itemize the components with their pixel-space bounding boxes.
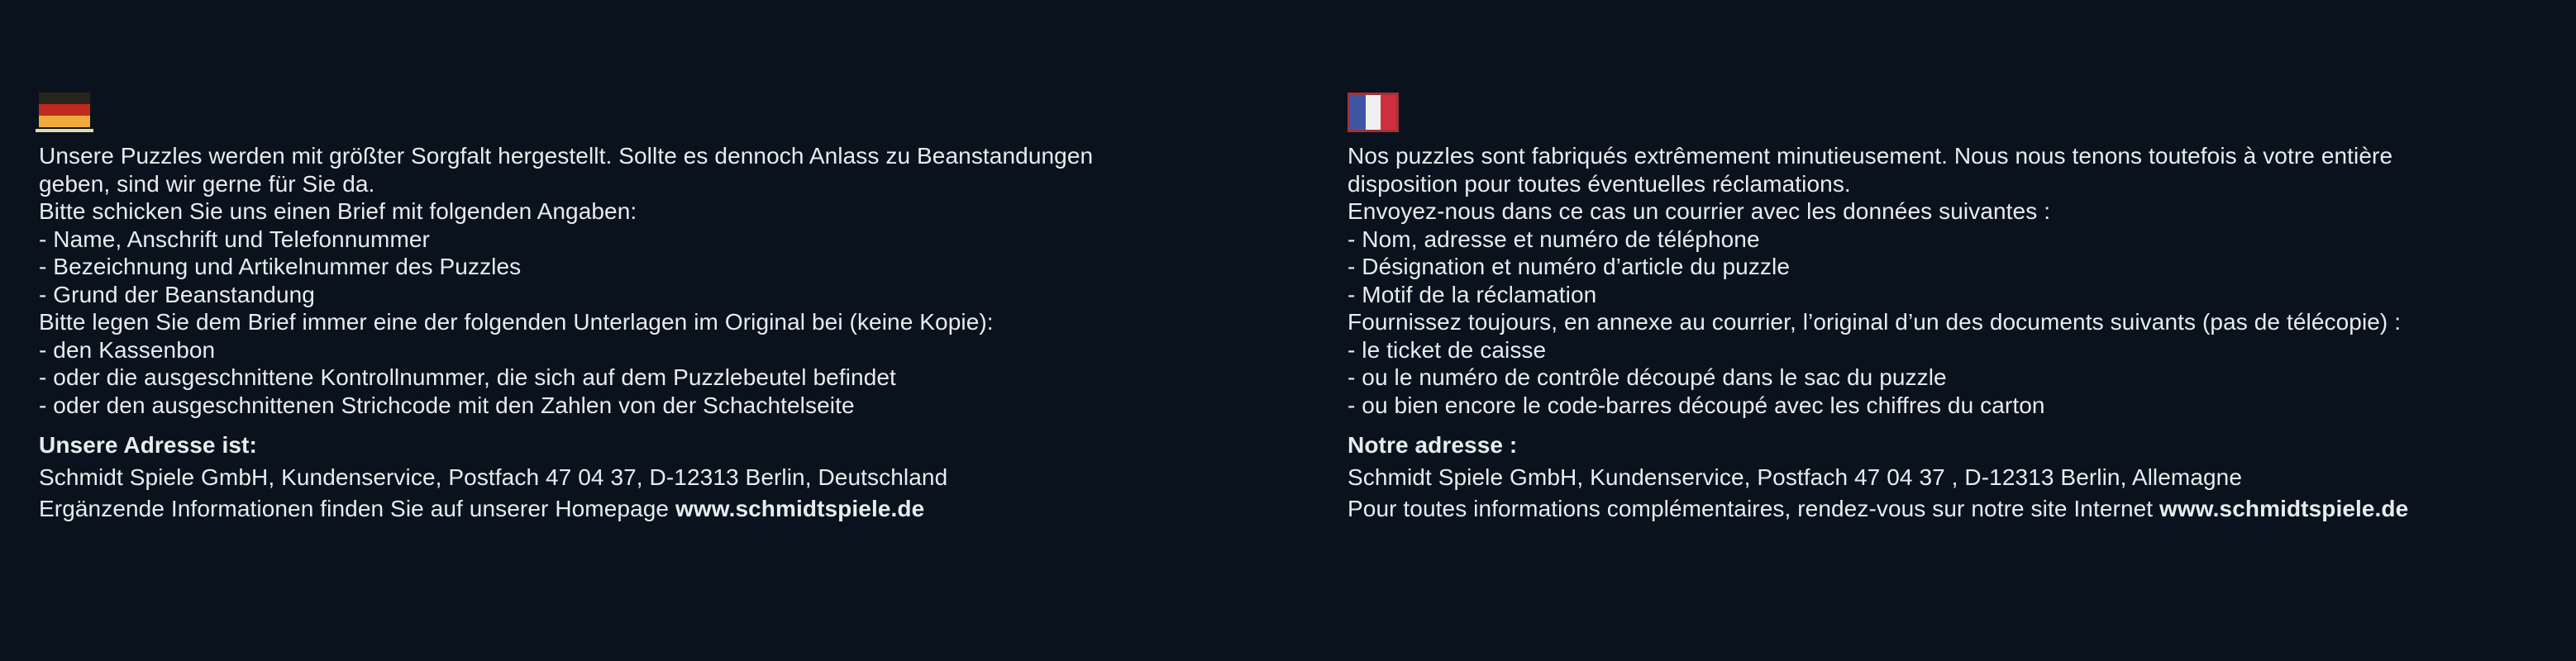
text-line xyxy=(39,142,1304,170)
text-span: - oder die ausgeschnittene Kontrollnummer, die sich auf dem Puzzlebeutel befindet xyxy=(39,364,896,390)
text-span: - Nom, adresse et numéro de téléphone xyxy=(1348,226,1760,252)
text-span: - ou bien encore le code-barres découpé avec les chiffres du carton xyxy=(1348,392,2045,418)
text-line xyxy=(39,392,1304,420)
text-span: disposition pour toutes éventuelles réclamations. xyxy=(1348,170,1851,197)
text-line xyxy=(39,197,1304,226)
germany-flag-band-gold xyxy=(39,116,90,127)
text-span: Unsere Puzzles werden mit größter Sorgfalt hergestellt. Sollte es dennoch Anlass zu Beanstandungen xyxy=(39,143,1094,169)
text-span: Schmidt Spiele GmbH, Kundenservice, Postfach 47 04 37 , D-12313 Berlin, Allemagne xyxy=(1348,464,2243,490)
text-line xyxy=(39,464,1304,492)
text-span: Ergänzende Informationen finden Sie auf unserer Homepage xyxy=(39,496,675,521)
france-flag-icon xyxy=(1348,93,2576,132)
german-text-lines xyxy=(39,142,1304,523)
text-span: Notre adresse : xyxy=(1348,432,1518,458)
text-span: Pour toutes informations complémentaires, rendez-vous sur notre site Internet xyxy=(1348,496,2160,521)
text-line xyxy=(1348,253,2576,281)
text-line xyxy=(1348,142,2576,170)
text-line xyxy=(1348,431,2576,459)
text-line xyxy=(1348,464,2576,492)
text-line xyxy=(39,170,1304,198)
text-line xyxy=(39,431,1304,459)
text-span: - den Kassenbon xyxy=(39,336,216,363)
text-line xyxy=(1348,392,2576,420)
text-line xyxy=(1348,226,2576,254)
text-span: Unsere Adresse ist: xyxy=(39,432,257,458)
text-span: Bitte schicken Sie uns einen Brief mit folgenden Angaben: xyxy=(39,198,637,224)
french-info-column xyxy=(1348,93,2576,523)
text-line xyxy=(39,308,1304,336)
text-span: - Grund der Beanstandung xyxy=(39,281,315,307)
text-span: - Name, Anschrift und Telefonnummer xyxy=(39,226,430,252)
germany-flag-band-red xyxy=(39,104,90,116)
french-text-lines xyxy=(1348,142,2576,523)
text-line xyxy=(1348,281,2576,309)
text-line xyxy=(1348,495,2576,523)
germany-flag-tricolor xyxy=(39,93,90,127)
text-line xyxy=(1348,364,2576,392)
text-span: Schmidt Spiele GmbH, Kundenservice, Postfach 47 04 37, D-12313 Berlin, Deutschland xyxy=(39,464,948,490)
german-info-column xyxy=(39,93,1304,523)
website-url: www.schmidtspiele.de xyxy=(2159,496,2409,521)
text-span: - oder den ausgeschnittenen Strichcode mit den Zahlen von der Schachtelseite xyxy=(39,392,855,418)
text-span: - ou le numéro de contrôle découpé dans le sac du puzzle xyxy=(1348,364,1947,390)
france-flag-band-red xyxy=(1381,95,1396,130)
text-line xyxy=(1348,336,2576,364)
text-span: Envoyez-nous dans ce cas un courrier avec les données suivantes : xyxy=(1348,198,2051,224)
text-span: Bitte legen Sie dem Brief immer eine der folgenden Unterlagen im Original bei (keine Kopie): xyxy=(39,309,994,335)
text-line xyxy=(1348,197,2576,226)
text-span: - le ticket de caisse xyxy=(1348,336,1547,363)
france-flag-tricolor xyxy=(1348,93,1399,132)
germany-flag-band-black xyxy=(39,93,90,104)
germany-flag-icon xyxy=(39,93,1304,132)
text-span: geben, sind wir gerne für Sie da. xyxy=(39,170,375,197)
text-line xyxy=(39,253,1304,281)
text-line xyxy=(39,364,1304,392)
text-line xyxy=(39,226,1304,254)
france-flag-band-white xyxy=(1366,95,1381,130)
text-line xyxy=(39,281,1304,309)
france-flag-band-blue xyxy=(1350,95,1366,130)
text-line xyxy=(39,495,1304,523)
text-span: Fournissez toujours, en annexe au courrier, l’original d’un des documents suivants (pas de télécopie) : xyxy=(1348,309,2402,335)
text-line xyxy=(1348,170,2576,198)
text-span: Nos puzzles sont fabriqués extrêmement minutieusement. Nous nous tenons toutefois à votre entière xyxy=(1348,143,2393,169)
germany-flag-base-edge xyxy=(36,129,93,132)
text-span: - Motif de la réclamation xyxy=(1348,281,1597,307)
text-span: - Désignation et numéro d’article du puzzle xyxy=(1348,254,1791,279)
text-span: - Bezeichnung und Artikelnummer des Puzzles xyxy=(39,254,522,279)
text-line xyxy=(1348,308,2576,336)
text-line xyxy=(39,336,1304,364)
website-url: www.schmidtspiele.de xyxy=(675,496,925,521)
